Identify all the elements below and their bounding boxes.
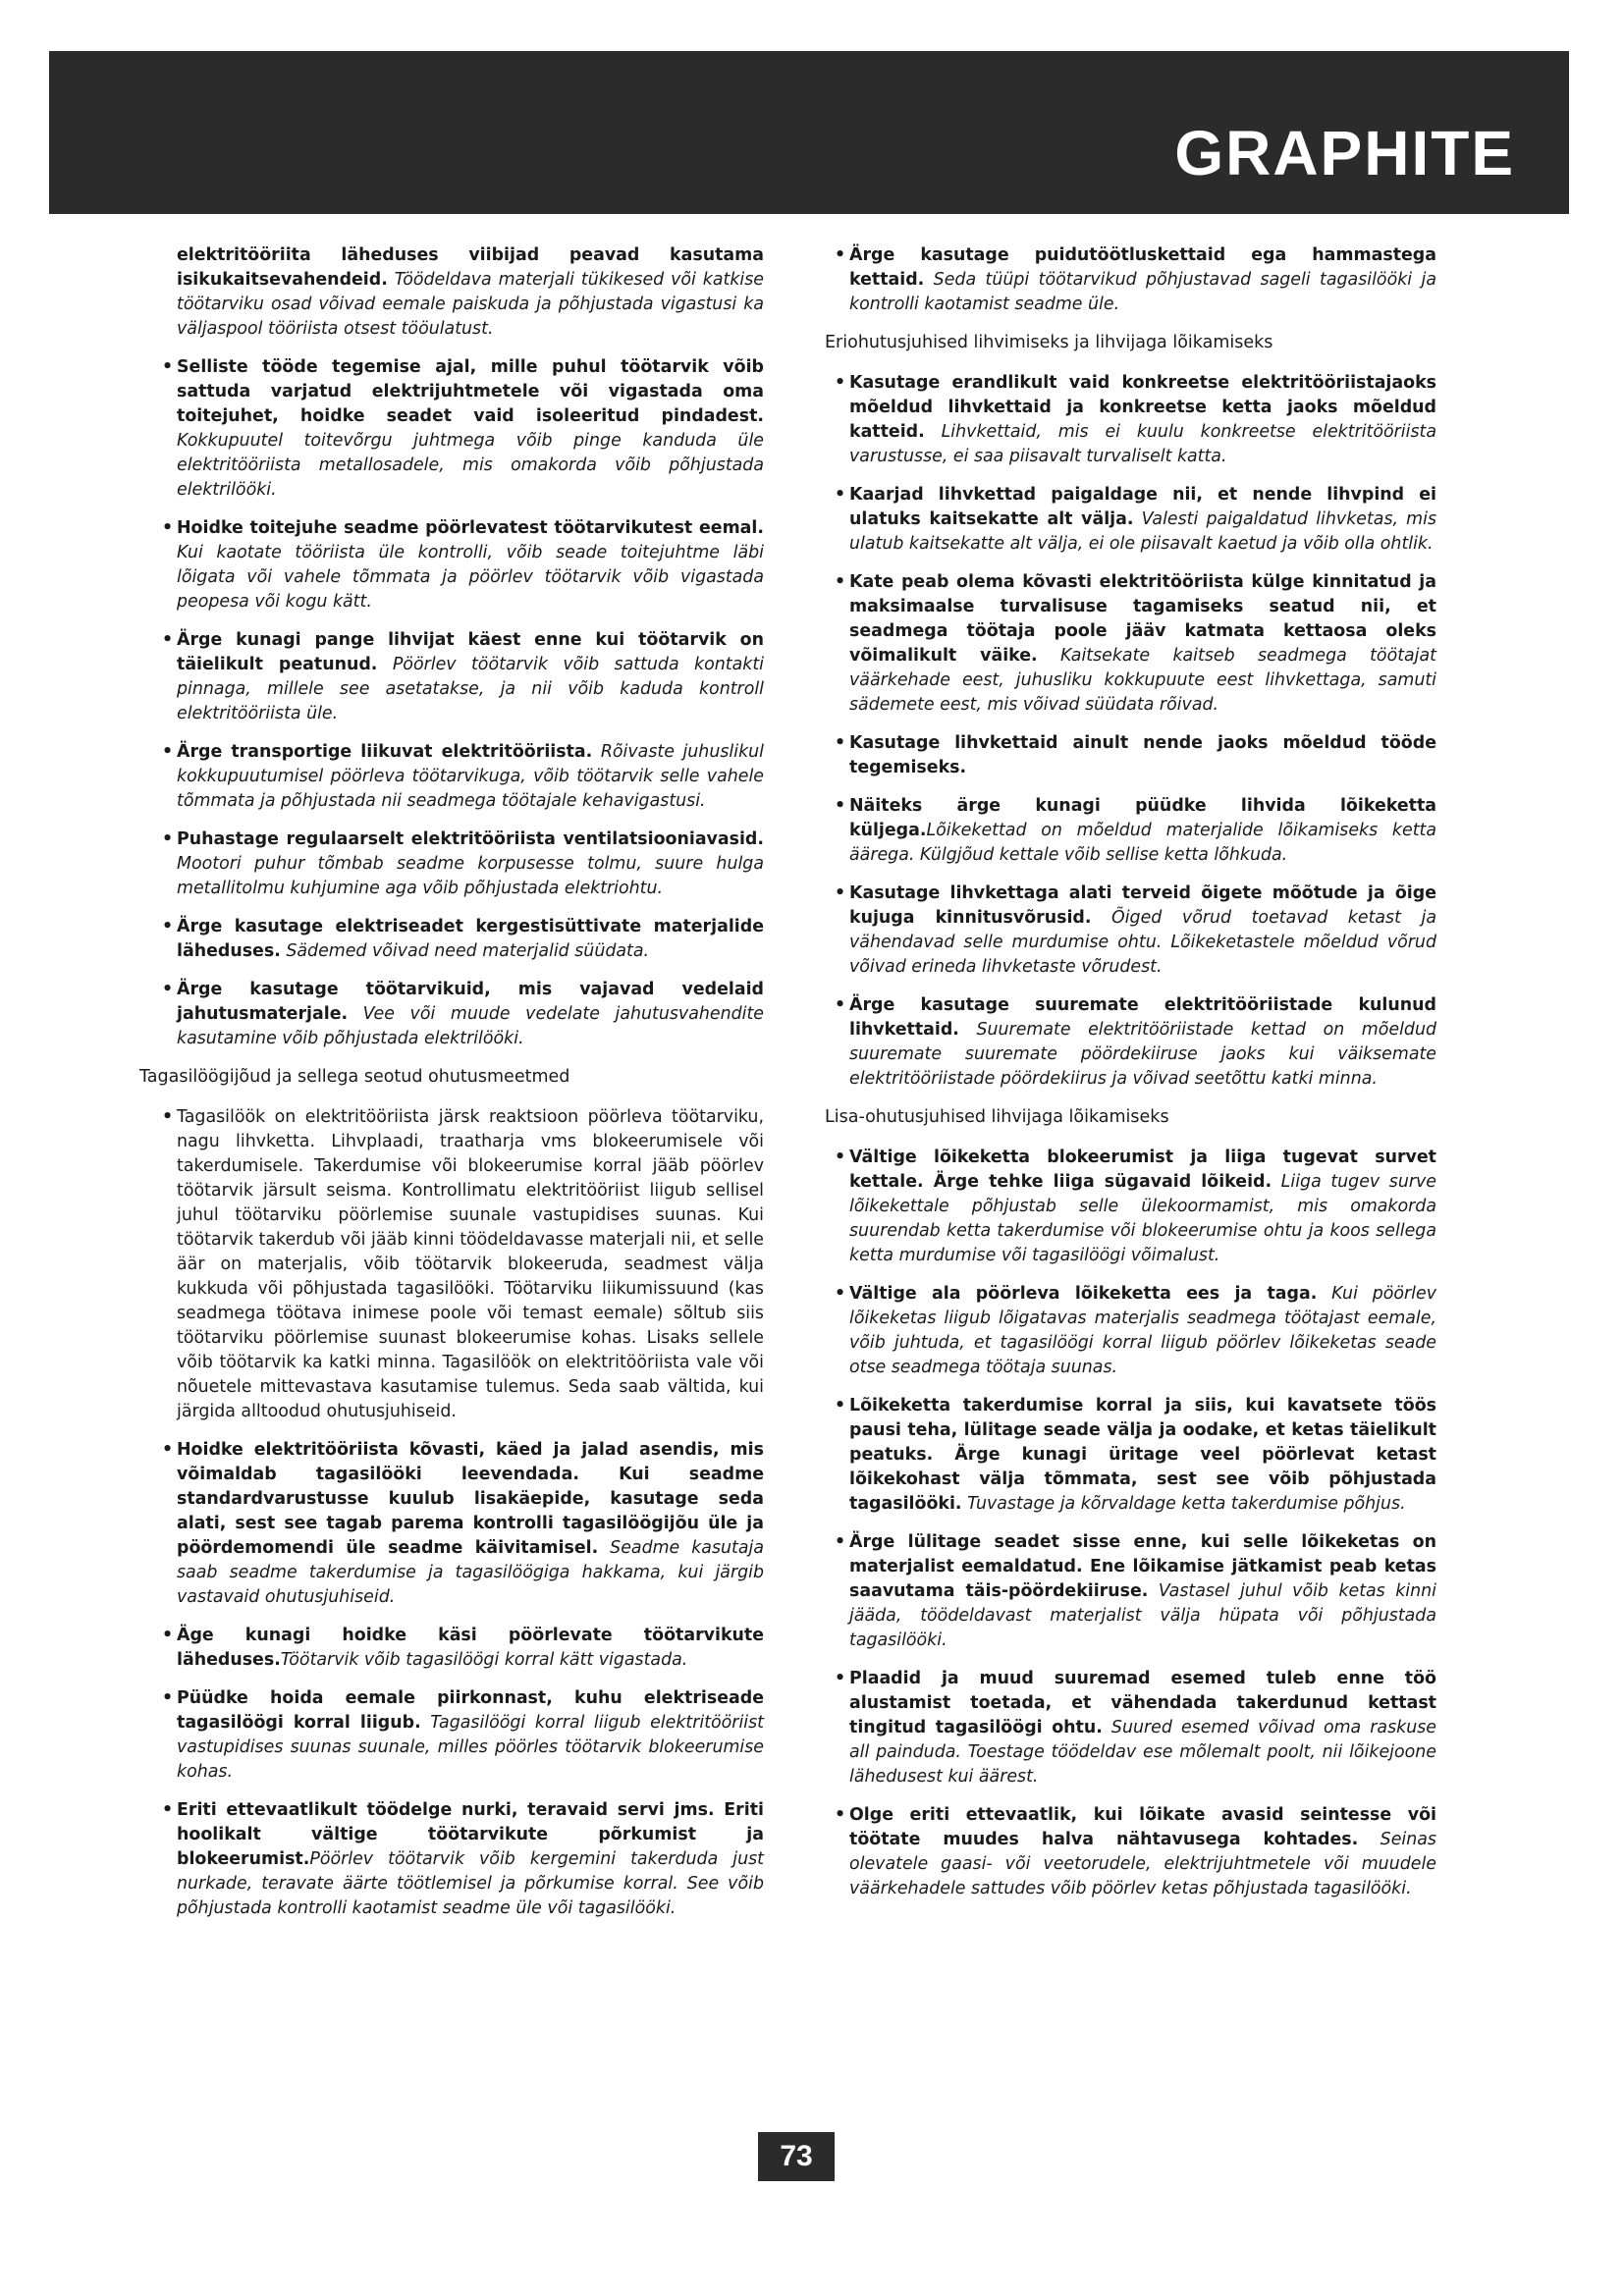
bullet-item: • Eriti ettevaatlikult töödelge nurki, teravaid servi jms. Eriti hoolikalt vältige töötarvikute põrkumist ja blokeerumist.Pöörlev töötarvik võib kergemini takerduda just nurkade, teravate äärte töötlemisel ja põrkumise korral. See võib põhjustada kontrolli kaotamist seadme üle või tagasilööki. [157,1798,764,1921]
bullet-item: • Kasutage lihvkettaga alati terveid õigete mõõtude ja õige kujuga kinnitusvõrusid. Õiged võrud toetavad ketast ja vähendavad selle murdumise ohtu. Lõikeketastele mõeldud võrud võivad erineda lihvketaste võrudest. [830,881,1436,980]
bullet-item: • Ärge kunagi pange lihvijat käest enne kui töötarvik on täielikult peatunud. Pöörlev töötarvik võib sattuda kontakti pinnaga, millele see asetatakse, ja nii võib kaduda kontroll elektritööriista üle. [157,628,764,726]
bullet-item: • Kate peab olema kõvasti elektritööriista külge kinnitatud ja maksimaalse turvalisuse tagamiseks seatud nii, et seadmega töötaja poole jääv katmata kettaosa oleks võimalikult väike. Kaitsekate kaitseb seadmega töötajat väärkehade eest, juhusliku kokkupuute eest lihvkettaga, samuti sädemete eest, mis võivad süüdata rõivad. [830,570,1436,718]
bullet-item: • Ärge kasutage elektriseadet kergestisüttivate materjalide läheduses. Sädemed võivad need materjalid süüdata. [157,915,764,964]
bullet-item: • Hoidke elektritööriista kõvasti, käed ja jalad asendis, mis võimaldab tagasilööki leevendada. Kui seadme standardvarustusse kuulub lisakäepide, kasutage seda alati, sest see tagab parema kontrolli tagasilöögijõu üle ja pöördemomendi üle seadme käivitamisel. Seadme kasutaja saab seadme takerdumise ja tagasilöögiga hakkama, kui järgib vastavaid ohutusjuhiseid. [157,1438,764,1610]
bullet-item: • Vältige lõikeketta blokeerumist ja liiga tugevat survet kettale. Ärge tehke liiga sügavaid lõikeid. Liiga tugev surve lõikekettale põhjustab selle ülekoormamist, mis omakorda suurendab ketta takerdumise või blokeerumise ohtu ja koos sellega ketta murdumise või tagasilöögi võimalust. [830,1146,1436,1268]
bullet-item: • Ärge kasutage puidutöötluskettaid ega hammastega kettaid. Seda tüüpi töötarvikud põhjustavad sageli tagasilööki ja kontrolli kaotamist seadme üle. [830,243,1436,317]
section-heading: Eriohutusjuhised lihvimiseks ja lihvijaga lõikamiseks [825,333,1273,352]
bullet-item: • Ärge kasutage suuremate elektritööriistade kulunud lihvkettaid. Suuremate elektritööriistade kettad on mõeldud suuremate suuremate pöördekiiruse jaoks kui väiksemate elektritööriistade pöördekiirus ja võivad seetõttu katki minna. [830,993,1436,1092]
bullet-item: • Püüdke hoida eemale piirkonnast, kuhu elektriseade tagasilöögi korral liigub. Tagasilöögi korral liigub elektritööriist vastupidises suunas suunale, milles pöörles töötarvik blokeerumise kohas. [157,1686,764,1785]
bullet-item: • Äge kunagi hoidke käsi pöörlevate töötarvikute läheduses.Töötarvik võib tagasilöögi korral kätt vigastada. [157,1624,764,1673]
bullet-item: • Ärge kasutage töötarvikuid, mis vajavad vedelaid jahutusmaterjale. Vee või muude vedelate jahutusvahendite kasutamine võib põhjustada elektrilööki. [157,978,764,1051]
right-column [825,243,1437,1915]
header-bar [49,51,1569,214]
bullet-item: • Kaarjad lihvkettad paigaldage nii, et nende lihvpind ei ulatuks kaitsekatte alt välja. Valesti paigaldatud lihvketas, mis ulatub kaitsekatte alt välja, ei ole piisavalt kaetud ja võib olla ohtlik. [830,483,1436,557]
bullet-item: • Kasutage erandlikult vaid konkreetse elektritööriistajaoks mõeldud lihvkettaid ja konkreetse ketta jaoks mõeldud katteid. Lihvkettaid, mis ei kuulu konkreetse elektritööriista varustusse, ei saa piisavalt turvaliselt katta. [830,371,1436,469]
bullet-item: • Puhastage regulaarselt elektritööriista ventilatsiooniavasid. Mootori puhur tõmbab seadme korpusesse tolmu, suure hulga metallitolmu kuhjumine aga võib põhjustada elektriohtu. [157,828,764,901]
bullet-item: • Plaadid ja muud suuremad esemed tuleb enne töö alustamist toetada, et vähendada takerdunud kettast tingitud tagasilöögi ohtu. Suured esemed võivad oma raskuse all painduda. Toestage töödeldav ese mõlemalt poolt, nii lõikejoone lähedusest kui äärest. [830,1667,1436,1789]
bullet-item: • Lõikeketta takerdumise korral ja siis, kui kavatsete töös pausi teha, lülitage seade välja ja oodake, et ketas täielikult peatuks. Ärge kunagi üritage veel pöörlevat ketast lõikekohast välja tõmmata, sest see võib põhjustada tagasilööki. Tuvastage ja kõrvaldage ketta takerdumise põhjus. [830,1394,1436,1517]
bullet-item: • Ärge transportige liikuvat elektritööriista. Rõivaste juhuslikul kokkupuutumisel pöörleva töötarvikuga, võib töötarvik selle vahele tõmmata ja põhjustada nii seadmega töötajale kehavigastusi. [157,740,764,814]
bullet-item: • Hoidke toitejuhe seadme pöörlevatest töötarvikutest eemal. Kui kaotate tööriista üle kontrolli, võib seade toitejuhtme läbi lõigata või vahele tõmmata ja pöörlev töötarvik võib vigastada peopesa või kogu kätt. [157,516,764,614]
brand-logo: GRAPHITE [1174,118,1515,188]
bullet-item: • Näiteks ärge kunagi püüdke lihvida lõikeketta küljega.Lõikekettad on mõeldud materjalide lõikamiseks ketta äärega. Külgjõud kettale võib sellise ketta lõhkuda. [830,794,1436,868]
section-heading: Lisa-ohutusjuhised lihvijaga lõikamiseks [825,1107,1169,1127]
page-number: 73 [758,2132,835,2181]
left-column [139,243,765,1935]
bullet-item: • Selliste tööde tegemise ajal, mille puhul töötarvik võib sattuda varjatud elektrijuhtmetele või vigastada oma toitejuhet, hoidke seadet vaid isoleeritud pindadest. Kokkupuutel toitevõrgu juhtmega võib pinge kanduda üle elektritööriista metallosadele, mis omakorda võib põhjustada elektrilööki. [157,355,764,503]
bullet-item: • Tagasilöök on elektritööriista järsk reaktsioon pöörleva töötarviku, nagu lihvketta. Lihvplaadi, traatharja vms blokeerumisele või takerdumisele. Takerdumise või blokeerumise korral jääb pöörlev töötarvik järsult seisma. Kontrollimatu elektritööriist liigub sellisel juhul töötarviku pöörlemise suunale vastupidises suunas. Kui töötarvik takerdub või jääb kinni töödeldavasse materjali nii, et selle äär on materjalis, võib töötarvik blokeeruda, seadmest välja kukkuda või põhjustada tagasilööki. Töötarviku liikumissuund (kas seadmega töötava inimese poole või temast eemale) sõltub siis töötarviku pöörlemise suunast blokeerumise kohas. Lisaks sellele võib töötarvik ka katki minna. Tagasilöök on elektritööriista vale või nõuetele mittevastava kasutamise tulemus. Seda saab vältida, kui järgida alltoodud ohutusjuhiseid. [157,1105,764,1424]
paragraph: elektritööriita läheduses viibijad peavad kasutama isikukaitsevahendeid. Töödeldava materjali tükikesed või katkise töötarviku osad võivad eemale paiskuda ja põhjustada vigastusi ka väljaspool tööriista otsest tööulatust. [177,245,764,339]
bullet-item: • Kasutage lihvkettaid ainult nende jaoks mõeldud tööde tegemiseks. [830,731,1436,780]
bullet-item: • Vältige ala pöörleva lõikeketta ees ja taga. Kui pöörlev lõikeketas liigub lõigatavas materjalis seadmega töötajast eemale, võib juhtuda, et tagasilöögi korral liigub pöörlev lõikeketas seade otse seadmega töötaja suunas. [830,1282,1436,1380]
section-heading: Tagasilöögijõud ja sellega seotud ohutusmeetmed [139,1067,570,1087]
bullet-item: • Ärge lülitage seadet sisse enne, kui selle lõikeketas on materjalist eemaldatud. Ene lõikamise jätkamist peab ketas saavutama täis-pöördekiiruse. Vastasel juhul võib ketas kinni jääda, töödeldavast materjalist välja hüpata või põhjustada tagasilööki. [830,1530,1436,1653]
bullet-item: • Olge eriti ettevaatlik, kui lõikate avasid seintesse või töötate muudes halva nähtavusega kohtades. Seinas olevatele gaasi- või veetorudele, elektrijuhtmetele või muudele väärkehadele sattudes võib pöörlev ketas põhjustada tagasilööki. [830,1803,1436,1901]
